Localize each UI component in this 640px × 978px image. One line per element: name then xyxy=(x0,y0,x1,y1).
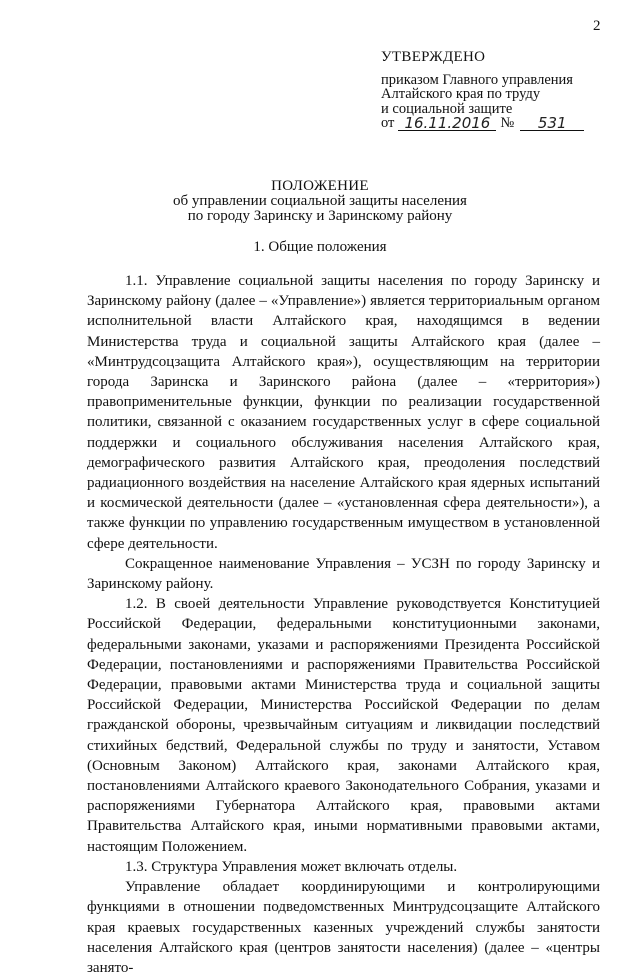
page-number: 2 xyxy=(593,18,601,34)
paragraph: 1.1. Управление социальной защиты населения по городу Заринску и Заринскому району (далее – «Управление») является территориальным органом исполнительной власти Алтайского края, находящимся в ведении Министерства труда и социальной защиты Алтайского края (далее – «Минтрудсоцзащита Алтайского края»), осуществляющим на территории города Заринска и Заринского района (далее – «территория») правоприменительные функции, функции по реализации государственной политики, связанной с оказанием государственных услуг в сфере социальной поддержки и социального обслуживания населения Алтайского края, демографического развития Алтайского края, преодоления последствий радиационного воздействия на население Алтайского края ядерных испытаний и космической деятельности (далее – «установленная сфера деятельности»), а также функции по управлению государственным имуществом в установленной сфере деятельности. xyxy=(87,273,600,552)
title-line: по городу Заринску и Заринскому району xyxy=(187,208,453,224)
order-date-handwritten: 16.11.2016 xyxy=(398,117,496,131)
approval-block xyxy=(381,50,621,131)
paragraph: 1.2. В своей деятельности Управление руководствуется Конституцией Российской Федерации, федеральными конституционными законами, федеральными законами, указами и распоряжениями Президента Российской Федерации, постановлениями и распоряжениями Правительства Российской Федерации, правовыми актами Министерства труда и социальной защиты Российской Федерации, Министерства Российской Федерации по делам гражданской обороны, чрезвычайным ситуациям и ликвидации последствий стихийных бедствий, Федеральной службы по труду и занятости, Уставом (Основным Законом) Алтайского края, законами Алтайского края, постановлениями Алтайского краевого Законодательного Собрания, указами и распоряжениями Губернатора Алтайского края, правовыми актами Правительства Алтайского края, иными нормативными правовыми актами, настоящим Положением. xyxy=(87,596,600,855)
paragraph: 1.3. Структура Управления может включать отделы. xyxy=(125,858,458,875)
order-date-number-row xyxy=(381,113,621,132)
approval-line: Алтайского края по труду xyxy=(381,86,541,102)
approval-heading: УТВЕРЖДЕНО xyxy=(381,49,486,65)
body-text xyxy=(87,271,600,978)
order-number-handwritten: 531 xyxy=(520,117,584,131)
section-heading: 1. Общие положения xyxy=(253,239,387,255)
title-main: ПОЛОЖЕНИЕ xyxy=(271,178,369,194)
paragraph: Сокращенное наименование Управления – УСЗН по городу Заринску и Заринскому району. xyxy=(87,555,600,593)
number-prefix: № xyxy=(500,115,515,131)
document-title xyxy=(0,179,640,224)
date-prefix: от xyxy=(381,115,395,131)
approval-line: и социальной защите xyxy=(381,100,513,117)
paragraph: Управление обладает координирующими и контролирующими функциями в отношении подведомственных Минтрудсоцзащите Алтайского края краевых государственных казенных учреждений службы занятости населения Алтайского края (центров занятости населения) (далее – «центры занято- xyxy=(87,879,600,976)
approval-line: приказом Главного управления xyxy=(381,71,573,88)
title-line: об управлении социальной защиты населения xyxy=(173,193,467,209)
